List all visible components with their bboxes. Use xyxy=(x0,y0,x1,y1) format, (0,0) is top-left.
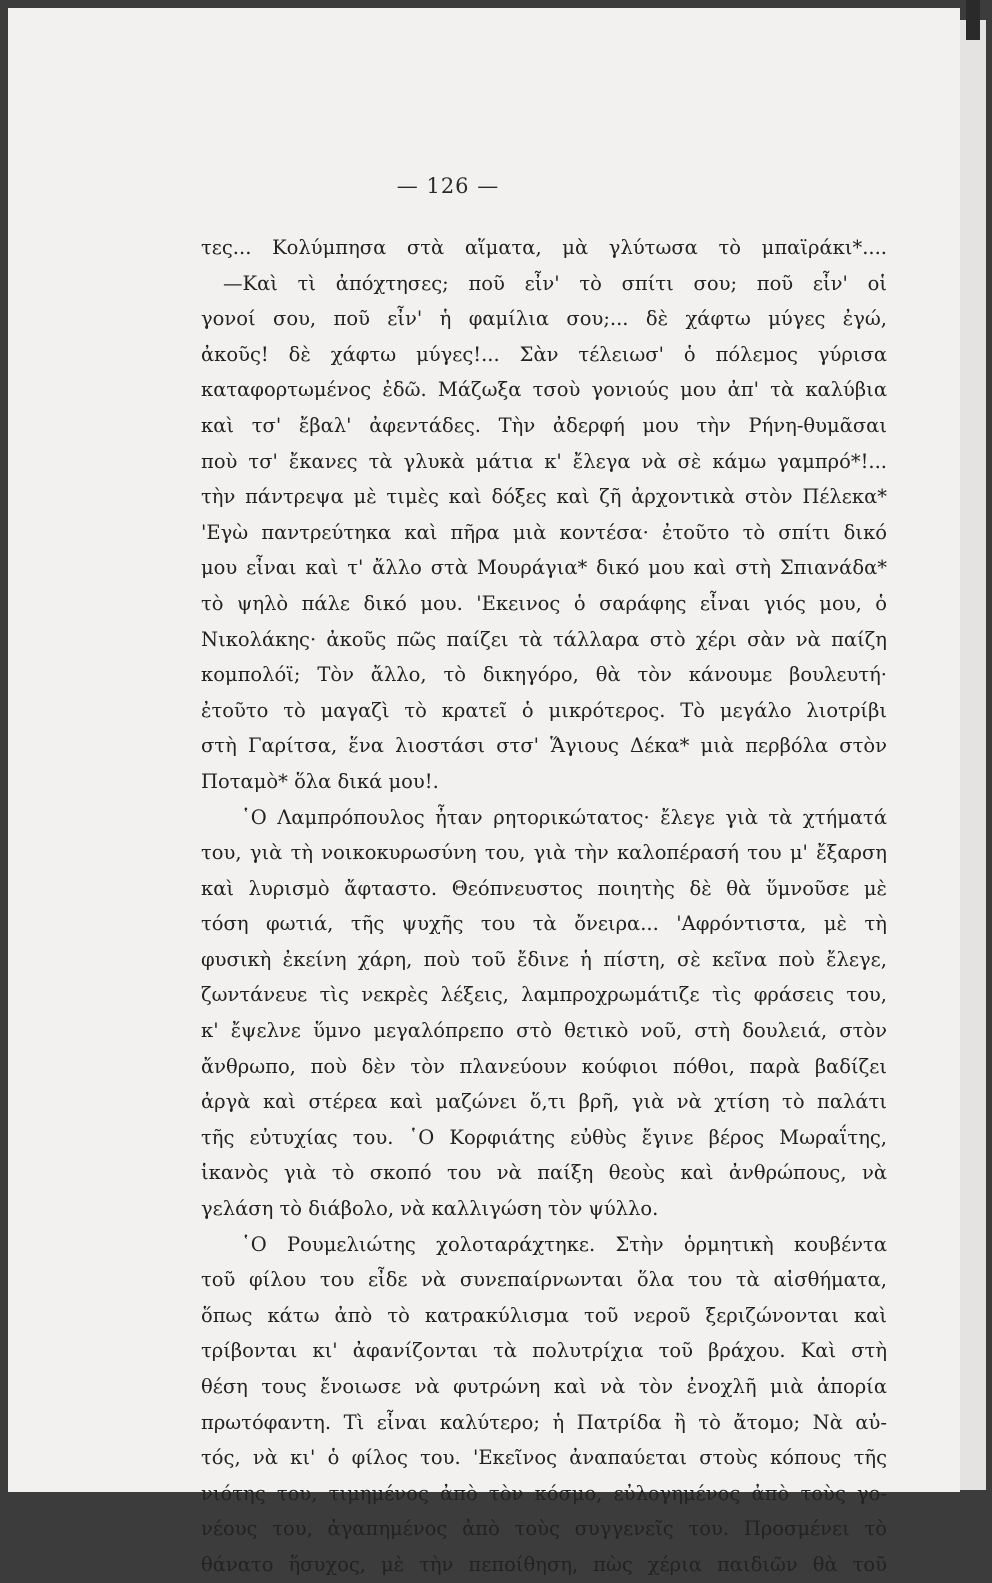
next-page-edge xyxy=(960,20,986,1490)
text-line: ἄνθρωπο, ποὺ δὲν τὸν πλανεύουν κούφιοι πόθοι, παρὰ βαδίζει xyxy=(201,1054,887,1078)
text-line: νέους του, ἀγαπημένος ἀπὸ τοὺς συγγενεῖς του. Προσμένει τὸ xyxy=(201,1517,887,1541)
text-line: καὶ τσ' ἔβαλ' ἀφεντάδες. Τὴν ἀδερφή μου τὴν Ρήνη-θυμᾶσαι xyxy=(201,413,887,437)
text-line: στὴ Γαρίτσα, ἕνα λιοστάσι στσ' Ἅγιους Δέκα* μιὰ περβόλα στὸν xyxy=(201,734,887,758)
text-line: τρίβονται κι' ἀφανίζονται τὰ πολυτρίχια τοῦ βράχου. Καὶ στὴ xyxy=(201,1339,887,1363)
text-line: καταφορτωμένος ἐδῶ. Μάζωξα τσοὺ γονιούς μου ἀπ' τὰ καλύβια xyxy=(201,378,887,402)
page-corner-shadow xyxy=(966,0,980,40)
text-line: —Καὶ τὶ ἀπόχτησες; ποῦ εἶν' τὸ σπίτι σου; ποῦ εἶν' οἱ xyxy=(223,271,887,295)
text-line: γελάση τὸ διάβολο, νὰ καλλιγώση τὸν ψύλλο. xyxy=(201,1197,659,1221)
text-line: τὴν πάντρεψα μὲ τιμὲς καὶ δόξες καὶ ζῆ ἀρχοντικὰ στὸν Πέλεκα* xyxy=(201,485,887,509)
text-line: τῆς εὐτυχίας του. ῾Ο Κορφιάτης εὐθὺς ἔγινε βέρος Μωραΐτης, xyxy=(201,1125,887,1149)
text-line: ἐτοῦτο τὸ μαγαζὶ τὸ κρατεῖ ὁ μικρότερος. Τὸ μεγάλο λιοτρίβι xyxy=(201,698,887,722)
text-line: μου εἶναι καὶ τ' ἄλλο στὰ Μουράγια* δικό μου καὶ στὴ Σπιανάδα* xyxy=(201,556,887,580)
page-number: — 126 — xyxy=(396,174,500,198)
text-line: τοῦ φίλου του εἶδε νὰ συνεπαίρνωνται ὅλα του τὰ αἰσθήματα, xyxy=(201,1268,887,1292)
text-line: τός, νὰ κι' ὁ φίλος του. 'Εκεῖνος ἀναπαύεται στοὺς κόπους τῆς xyxy=(201,1446,887,1470)
text-line: ἱκανὸς γιὰ τὸ σκοπό του νὰ παίξη θεοὺς καὶ ἀνθρώπους, νὰ xyxy=(201,1161,887,1185)
text-line: ἀργὰ καὶ στέρεα καὶ μαζώνει ὅ,τι βρῆ, γιὰ νὰ χτίση τὸ παλάτι xyxy=(201,1090,887,1114)
text-line: Νικολάκης· ἀκοῦς πῶς παίζει τὰ τάλλαρα στὸ χέρι σὰν νὰ παίζη xyxy=(201,627,887,651)
text-line: τες... Κολύμπησα στὰ αἵματα, μὰ γλύτωσα τὸ μπαϊράκι*.... xyxy=(201,236,887,259)
text-line: θέση τους ἔνοιωσε νὰ φυτρώνη καὶ νὰ τὸν ἐνοχλῆ μιὰ ἀπορία xyxy=(201,1375,887,1398)
text-line: νιότης του, τιμημένος ἀπὸ τὸν κόσμο, εὐλογημένος ἀπὸ τοὺς γο- xyxy=(201,1481,887,1505)
text-line: καὶ λυρισμὸ ἄφταστο. Θεόπνευστος ποιητὴς δὲ θὰ ὕμνοῦσε μὲ xyxy=(201,876,887,900)
text-line: πρωτόφαντη. Τὶ εἶναι καλύτερο; ἡ Πατρίδα ἢ τὸ ἄτομο; Νὰ αὐ- xyxy=(201,1410,887,1434)
text-line: τὸ ψηλὸ πάλε δικό μου. 'Εκεινος ὁ σαράφης εἶναι γιός μου, ὁ xyxy=(201,591,887,615)
text-line: γονοί σου, ποῦ εἶν' ἡ φαμίλια σου;... δὲ χάφτω μύγες ἐγώ, xyxy=(201,307,887,331)
text-line: 'Εγὼ παντρεύτηκα καὶ πῆρα μιὰ κοντέσα· ἐτοῦτο τὸ σπίτι δικό xyxy=(201,520,887,544)
text-line: ζωντάνευε τὶς νεκρὲς λέξεις, λαμπροχρωμάτιζε τὶς φράσεις του, xyxy=(201,983,887,1007)
text-line: τόση φωτιά, τῆς ψυχῆς του τὰ ὄνειρα... 'Αφρόντιστα, μὲ τὴ xyxy=(201,912,887,936)
body-text xyxy=(201,230,887,1583)
text-line: κ' ἔψελνε ὕμνο μεγαλόπρεπο στὸ θετικὸ νοῦ, στὴ δουλειά, στὸν xyxy=(201,1019,887,1043)
text-line: ὅπως κάτω ἀπὸ τὸ κατρακύλισμα τοῦ νεροῦ ξεριζώνονται καὶ xyxy=(201,1303,887,1327)
text-line: Ποταμὸ* ὅλα δικά μου!. xyxy=(201,769,439,793)
text-line: θάνατο ἥσυχος, μὲ τὴν πεποίθηση, πὼς χέρια παιδιῶν θὰ τοῦ xyxy=(201,1552,887,1576)
text-line: ῾Ο Λαμπρόπουλος ἦταν ρητορικώτατος· ἔλεγε γιὰ τὰ χτήματά xyxy=(241,805,887,829)
text-line: ῾Ο Ρουμελιώτης χολοταράχτηκε. Στὴν ὁρμητικὴ κουβέντα xyxy=(241,1232,887,1256)
book-page xyxy=(8,8,960,1576)
text-line: του, γιὰ τὴ νοικοκυρωσύνη του, γιὰ τὴν καλοπέρασή του μ' ἔξαρση xyxy=(201,841,887,865)
text-line: ἀκοῦς! δὲ χάφτω μύγες!... Σὰν τέλειωσ' ὁ πόλεμος γύρισα xyxy=(201,342,887,366)
text-line: ποὺ τσ' ἔκανες τὰ γλυκὰ μάτια κ' ἔλεγα νὰ σὲ κάμω γαμπρό*!... xyxy=(201,449,887,473)
text-line: φυσικὴ ἐκείνη χάρη, ποὺ τοῦ ἔδινε ἡ πίστη, σὲ κεῖνα ποὺ ἔλεγε, xyxy=(201,947,887,971)
text-line: κομπολόϊ; Τὸν ἄλλο, τὸ δικηγόρο, θὰ τὸν κάνουμε βουλευτή· xyxy=(201,663,887,687)
